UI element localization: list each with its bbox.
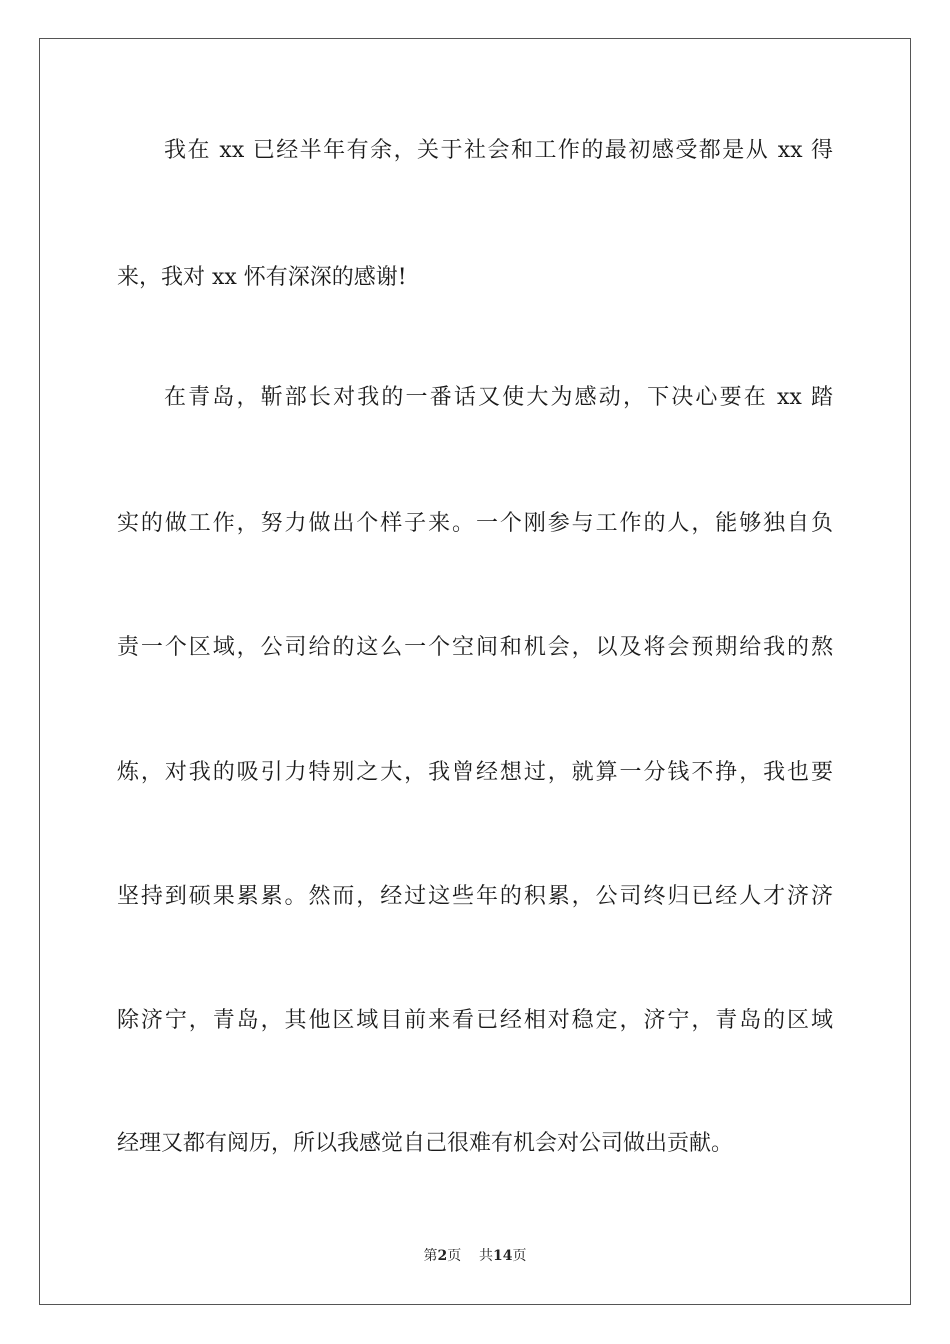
text-line-3: 在青岛，靳部长对我的一番话又使大为感动，下决心要在 xx 踏 bbox=[164, 385, 833, 410]
total-prefix: 共 bbox=[479, 1248, 494, 1264]
current-page-number: 2 bbox=[437, 1248, 448, 1264]
page-footer bbox=[0, 1246, 950, 1266]
text-line-6: 炼，对我的吸引力特别之大，我曾经想过，就算一分钱不挣，我也要 bbox=[117, 760, 833, 785]
page-border bbox=[39, 38, 911, 1305]
total-suffix: 页 bbox=[512, 1248, 527, 1264]
text-line-4: 实的做工作，努力做出个样子来。一个刚参与工作的人，能够独自负 bbox=[117, 511, 833, 536]
text-line-7: 坚持到硕果累累。然而，经过这些年的积累，公司终归已经人才济济 bbox=[117, 884, 833, 909]
page-suffix: 页 bbox=[447, 1248, 462, 1264]
total-page-number: 14 bbox=[493, 1248, 513, 1264]
text-line-8: 除济宁，青岛，其他区域目前来看已经相对稳定，济宁，青岛的区域 bbox=[117, 1008, 833, 1033]
text-line-1: 我在 xx 已经半年有余，关于社会和工作的最初感受都是从 xx 得 bbox=[164, 138, 833, 163]
text-line-9: 经理又都有阅历，所以我感觉自己很难有机会对公司做出贡献。 bbox=[117, 1131, 734, 1156]
page-prefix: 第 bbox=[423, 1248, 438, 1264]
text-line-2: 来，我对 xx 怀有深深的感谢! bbox=[117, 265, 407, 290]
text-line-5: 责一个区域，公司给的这么一个空间和机会，以及将会预期给我的熬 bbox=[117, 635, 833, 660]
